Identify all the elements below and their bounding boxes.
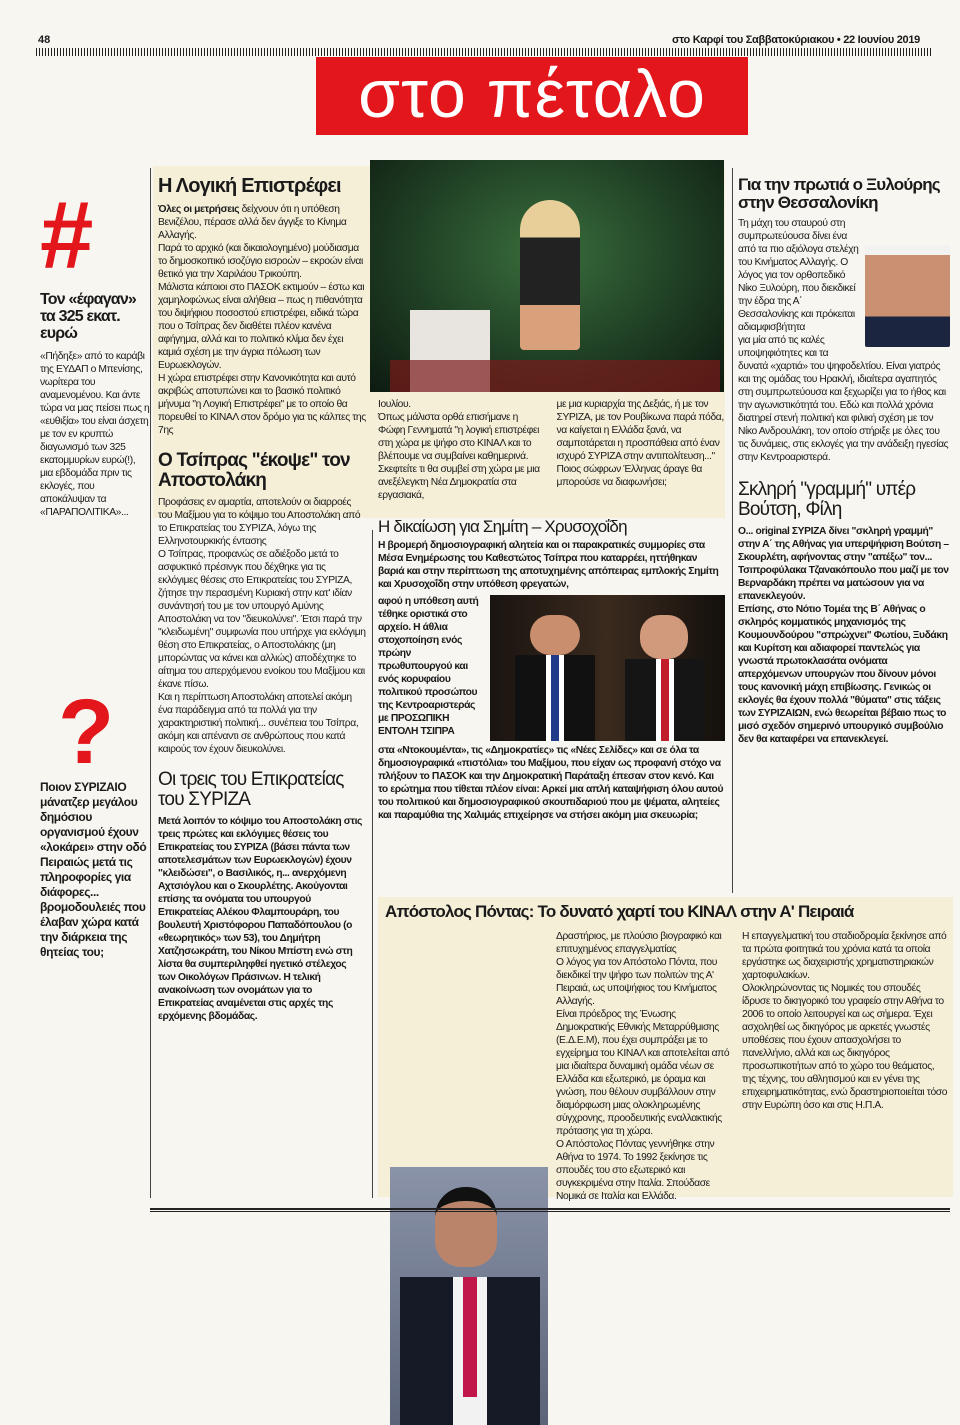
article-title: Απόστολος Πόντας: Το δυνατό χαρτί του ΚΙΝΑΛ στην Α' Πειραιά — [385, 902, 854, 921]
left-bottom-body: Ποιον ΣΥΡΙΖΑΙΟ μάνατζερ μεγάλου δημόσιου οργανισμού έχουν «λοκάρει» στην οδό Πειραιώς μετά τις πληροφορίες για διάφορες... βρομοδουλειές που έλαβαν χώρα κατά την διάρκεια της θητείας του; — [40, 780, 147, 959]
article-body — [738, 217, 952, 464]
para: Τη μάχη του σταυρού στη συμπρωτεύουσα δίνει ένα από τα πιο αξιόλογα στελέχη του Κινήματος Αλλαγής. Ο λόγος για τον ορθοπεδικό Νίκο Ξυλούρη, που διεκδικεί την έδρα της Α΄ Θεσσαλονίκης και πρόκειται αδιαμφισβήτητα — [738, 217, 859, 333]
footer-rule — [150, 1208, 950, 1212]
column-rule — [732, 168, 733, 893]
para: Η επαγγελματική του σταδιοδρομία ξεκίνησε από τα πρώτα φοιτητικά του χρόνια κατά τα οποία εργάστηκε ως διαχειριστής χρηματιστηριακών χαρτοφυλακίων. — [742, 931, 947, 981]
para: Ολοκληρώνοντας τις Νομικές του σπουδές ίδρυσε το δικηγορικό του γραφείο στην Αθήνα το 2006 το οποίο λειτουργεί και ως σήμερα. Έχει ασχοληθεί ως δικηγόρος με αρκετές γνωστές υποθέσεις που έχουν απασχολήσει το πανελλήνιο, αλλά και ως δικηγόρος προσωπικοτήτων από το χώρο του θεάματος, της τέχνης, του αθλητισμού και εν γένει της επιχειρηματικότητας, ενώ δραστηριοποιείται τόσο στην Ευρώπη όσο και στις Η.Π.Α. — [742, 983, 948, 1111]
column-rule — [150, 168, 151, 1198]
article-title: Η δικαίωση για Σημίτη – Χρυσοχοΐδη — [378, 517, 627, 536]
left-sidebar-question — [40, 681, 150, 960]
article-body — [158, 203, 366, 437]
para: Η χώρα επιστρέφει στην Κανονικότητα και αυτό ακριβώς αποτυπώνει και το βασικό πολιτικό μήνυμα "η Λογική Επιστρέφει" με το οποίο θα πορευθεί το ΚΙΝΑΛ στον δρόμο για τις κάλπες της 7ης — [158, 373, 366, 436]
article-body: στα «Ντοκουμέντα», τις «Δημοκρατίες» τις «Νέες Σελίδες» και σε όλα τα δημοσιογραφικά «πιστόλια» του Μαξίμου, που είχαν ως προφανή στόχο να πλήξουν το ΠΑΣΟΚ και την Δημοκρατική Παράταξη έπεσαν στον κενό. Και το ερώτημα που τίθεται πλέον είναι: Αρκεί μια απλή καταψήφιση όλου αυτού του πολιτικού και δημοσιογραφικού σκουπιδαριού που με ψέματα, αλητείες και παραμύθια της Χαλιμάς επιχείρησε να στήσει ακόμη μια σκευωρία; — [378, 744, 724, 821]
article-continuation-row — [378, 398, 725, 502]
left-main-column — [158, 176, 366, 1023]
column-rule — [372, 530, 373, 1198]
question-mark-icon: ? — [58, 681, 115, 783]
para: Και η περίπτωση Αποστολάκη αποτελεί ακόμη ένα παράδειγμα από τα πολλά για την χαρακτηριστική πολιτική... συνέπεια του Τσίπρα, ακόμη και απέναντι σε ανθρώπους που κατά καιρούς τον έχουν διευκολύνει. — [158, 691, 359, 755]
para: Προφάσεις εν αμαρτία, αποτελούν οι διαρροές του Μαξίμου για το κόψιμο του Αποστολάκη από το Επικρατείας του ΣΥΡΙΖΑ, λόγω της Ελληνοτουρκικής έντασης — [158, 496, 361, 547]
para: Παρά το αρχικό (και δικαιολογημένο) μούδιασμα το δημοσκοπικό ισοζύγιο εισροών – εκροών είναι θετικό για την Χαριλάου Τρικούπη. — [158, 243, 363, 280]
article-title: Ο Τσίπρας "έκοψε" τον Αποστολάκη — [158, 450, 350, 491]
article-photo-row — [378, 595, 725, 741]
article-continuation — [378, 398, 547, 502]
para: Είναι πρόεδρος της Ένωσης Δημοκρατικής Εθνικής Μεταρρύθμισης (Ε.Δ.Ε.Μ), που έχει συμπράξει με το εγχείρημα του ΚΙΝΑΛ και αποτελείται από μια ιδιαίτερα δυναμική ομάδα νέων σε Ελλάδα και εξωτερικό, με όραμα και γνώση, που θέλουν συμβάλλουν στην διαμόρφωση μιας ολοκληρωμένης σύγχρονης, προοδευτικής εναλλακτικής πρότασης για τη χώρα. — [556, 1009, 730, 1137]
header-rule — [36, 48, 932, 56]
article-body — [556, 930, 734, 1203]
left-top-title: Τον «έφαγαν» τα 325 εκατ. ευρώ — [40, 291, 137, 342]
article-body: αφού η υπόθεση αυτή τέθηκε οριστικά στο αρχείο. Η άθλια στοχοποίηση ενός πρώην πρωθυπουργού και ενός κορυφαίου πολιτικού προσώπου της Κεντροαριστεράς με ΠΡΟΣΩΠΙΚΗ ΕΝΤΟΛΗ ΤΣΙΠΡΑ — [378, 595, 479, 737]
para: Ο Απόστολος Πόντας γεννήθηκε στην Αθήνα το 1974. Το 1992 ξεκίνησε τις σπουδές του στο εξωτερικό και συγκεκριμένα στην Ιταλία. Σπούδασε Νομικά σε Ιταλία και Ελλάδα. — [556, 1139, 715, 1202]
section-banner: στο πέταλο — [316, 57, 748, 135]
para: Ο λόγος για τον Απόστολο Πόντα, που διεκδικεί την ψήφο των πολιτών της Α' Πειραιά, ως υποψήφιος του Κινήματος Αλλαγής. — [556, 957, 717, 1007]
para: Δραστήριος, με πλούσιο βιογραφικό και επιτυχημένος επαγγελματίας — [556, 931, 722, 955]
para: Ο Τσίπρας, προφανώς σε αδιέξοδο μετά το ασφυκτικό πρέσινγκ που δέχθηκε για τις εκλόγιμες θέσεις στο Επικρατείας του ΣΥΡΙΖΑ, ζήτησε την περασμένη Κυριακή στην κατ' ιδίαν συνάντησή του με τον υπουργό Αμύνης Αποστολάκη να τον "διευκολύνει". Έτσι παρά την "κλειδωμένη" συμφωνία που υπήρχε για εκλόγιμη θέση στο Επικρατείας, ο Αποστολάκης (μη μπορώντας να κάνει και αλλιώς) αποδέχτηκε το αίτημα του απερχόμενου ενοίκου του Μαξίμου και έκανε πίσω. — [158, 548, 366, 690]
article-body — [738, 525, 952, 746]
publication-date: στο Καρφί του Σαββατοκύριακου • 22 Ιουνίου 2019 — [671, 34, 920, 46]
left-sidebar — [40, 182, 150, 519]
article-title: Σκληρή "γραμμή" υπέρ Βούτση, Φίλη — [738, 478, 916, 520]
photo-pontas — [390, 1167, 548, 1425]
article-body — [742, 930, 950, 1112]
left-top-body: «Πήδηξε» από το καράβι της ΕΥΔΑΠ ο Μπενίσης, νωρίτερα του αναμενομένου. Και άντε τώρα να μας πείσει πως η «ευθιξία» του είναι άσχετη με τον εν κρυπτώ διαγωνισμό των 325 εκατομμυρίων ευρώ(!), μια εβδομάδα πριν τις εκλογές, που αποκάλυψαν τα «ΠΑΡΑΠΟΛΙΤΙΚΑ»... — [40, 351, 150, 519]
para: με μια κυριαρχία της Δεξιάς, ή με τον ΣΥΡΙΖΑ, με τον Ρουβίκωνα παρά πόδα, να καίγεται η Ελλάδα ξανά, να σαμποτάρεται η προσπάθεια από έναν ισχυρό ΣΥΡΙΖΑ στην αντιπολίτευση..." — [556, 399, 724, 462]
photo-gennimata — [370, 160, 724, 392]
para: Μάλιστα κάποιοι στο ΠΑΣΟΚ εκτιμούν – έστω και χαμηλοφώνως είναι αλήθεια – πως η πιθανότητα του διψήφιου ποσοστού επιστρέφει, ειδικά τώρα που ο Τσίπρας δεν διαθέτει πλέον κανένα αφήγημα, αλλά και το πολιτικό κλίμα δεν έχει καμιά σχέση με την άγρια πόλωση των Ευρωεκλογών. — [158, 282, 365, 371]
para: Όπως μάλιστα ορθά επισήμανε η Φώφη Γεννηματά "η λογική επιστρέφει στη χώρα με ψήφο στο ΚΙΝΑΛ και το βλέπουμε να συμβαίνει καθημερινά. Σκεφτείτε τι θα συμβεί στη χώρα με μια ανεξέλεγκτη Νέα Δημοκρατία στα εργασιακά, — [378, 412, 540, 501]
para: Ποιος σώφρων Έλληνας άραγε θα μπορούσε να διαφωνήσει; — [556, 464, 702, 488]
article-title: Η Λογική Επιστρέφει — [158, 175, 341, 197]
article-lead: Η βρομερή δημοσιογραφική αλητεία και οι παρακρατικές συμμορίες στα Μέσα Ενημέρωσης του Καθεστώτος Τσίπρα που καταρρέει, ηττήθηκαν βαριά και στην περίπτωση της αποτυχημένης απόπειρας εμπλοκής Σημίτη και Χρυσοχοΐδη στην υπόθεση φρεγατών, — [378, 539, 719, 590]
middle-column — [378, 398, 725, 822]
article-title: Για την πρωτιά ο Ξυλούρης στην Θεσσαλονίκη — [738, 175, 940, 212]
para: Ο... original ΣΥΡΙΖΑ δίνει "σκληρή γραμμή" στην Α΄ της Αθήνας για υπερψήφιση Βούτση – Σκουρλέτη, αφήνοντας στην "απέξω" τον... Τσιπροφύλακα Τζανακόπουλο που μαζί με τον Βερναρδάκη πρέπει να ματώσουν για να επανεκλεγούν. — [738, 525, 949, 602]
page-number: 48 — [38, 34, 51, 46]
para: Επίσης, στο Νότιο Τομέα της Β΄ Αθήνας ο σκληρός κομματικός μηχανισμός της Κουμουνδούρου "σπρώχνει" Φωτίου, Ξυδάκη και Κυρίτση και αδιαφορεί παντελώς για γνωστά πρωτοκλασάτα ονόματα απερχόμενων υπουργών που δίνουν μόνοι τους κανονική μάχη επιβίωσης. Γενικώς οι εκλογές θα έχουν πολλά "θύματα" στις τάξεις των ΣΥΡΙΖΑΙΩΝ, ενώ θεωρείται βέβαιο πως το μισό σχεδόν σημερινό υπουργικό συμβούλιο δεν θα καταφέρει να επανεκλεγεί. — [738, 603, 948, 745]
photo-simitis-chrysochoidis — [490, 595, 725, 741]
para: για μία από τις καλές υποψηφιότητες και τα δυνατά «χαρτιά» του ψηφοδελτίου. Είναι γιατρός και της ομάδας του Ηρακλή, ιδιαίτερα αγαπητός στη συμπρωτεύουσα και ξεχωρίζει για το ήθος και την αγωνιστικότητά του. Εδώ και πολλά χρόνια διατηρεί στενή πολιτική και φιλική σχέση με τον Νίκο Ανδρουλάκη, τον οποίο στήριξε με όλες του τις δυνάμεις, στις εκλογές για την ανάδειξη ηγεσίας στην Κεντροαριστερά. — [738, 334, 949, 463]
article-body: Μετά λοιπόν το κόψιμο του Αποστολάκη στις τρεις πρώτες και εκλόγιμες θέσεις του Επικρατείας του ΣΥΡΙΖΑ (βάσει πάντα των αποτελεσμάτων των Ευρωεκλογών) έχουν "κλειδώσει", ο Βασιλικός, η... ανερχόμενη Αχτσιόγλου και ο Σκουρλέτης. Ακούγονται επίσης τα ονόματα του υπουργού Επικρατείας Αλέκου Φλαμπουράρη, του βουλευτή Χριστόφορου Παπαδόπουλου (ο «θεωρητικός» των 53), του Δημήτρη Χατζησωκράτη, του Νίκου Μπίστη ενώ στη λίστα θα συμπεριληφθεί ηγετικό στέλεχος των Οικολόγων Πράσινων. Η τελική ανακοίνωση των ονομάτων για το Επικρατείας αναμένεται στις αρχές της ερχόμενης βδομάδας. — [158, 815, 363, 1022]
right-column — [738, 176, 952, 746]
article-body — [158, 496, 366, 756]
hash-icon: # — [40, 182, 94, 289]
para: Ιουλίου. — [378, 399, 411, 410]
para: δείχνουν ότι η υπόθεση Βενιζέλου, πέρασε αλλά δεν άγγιξε το Κίνημα Αλλαγής. — [158, 204, 347, 241]
subheading: Οι τρεις του Επικρατείας του ΣΥΡΙΖΑ — [158, 768, 344, 810]
lead: Όλες οι μετρήσεις — [158, 204, 240, 215]
photo-xylouris — [865, 245, 950, 347]
article-continuation — [557, 398, 726, 502]
